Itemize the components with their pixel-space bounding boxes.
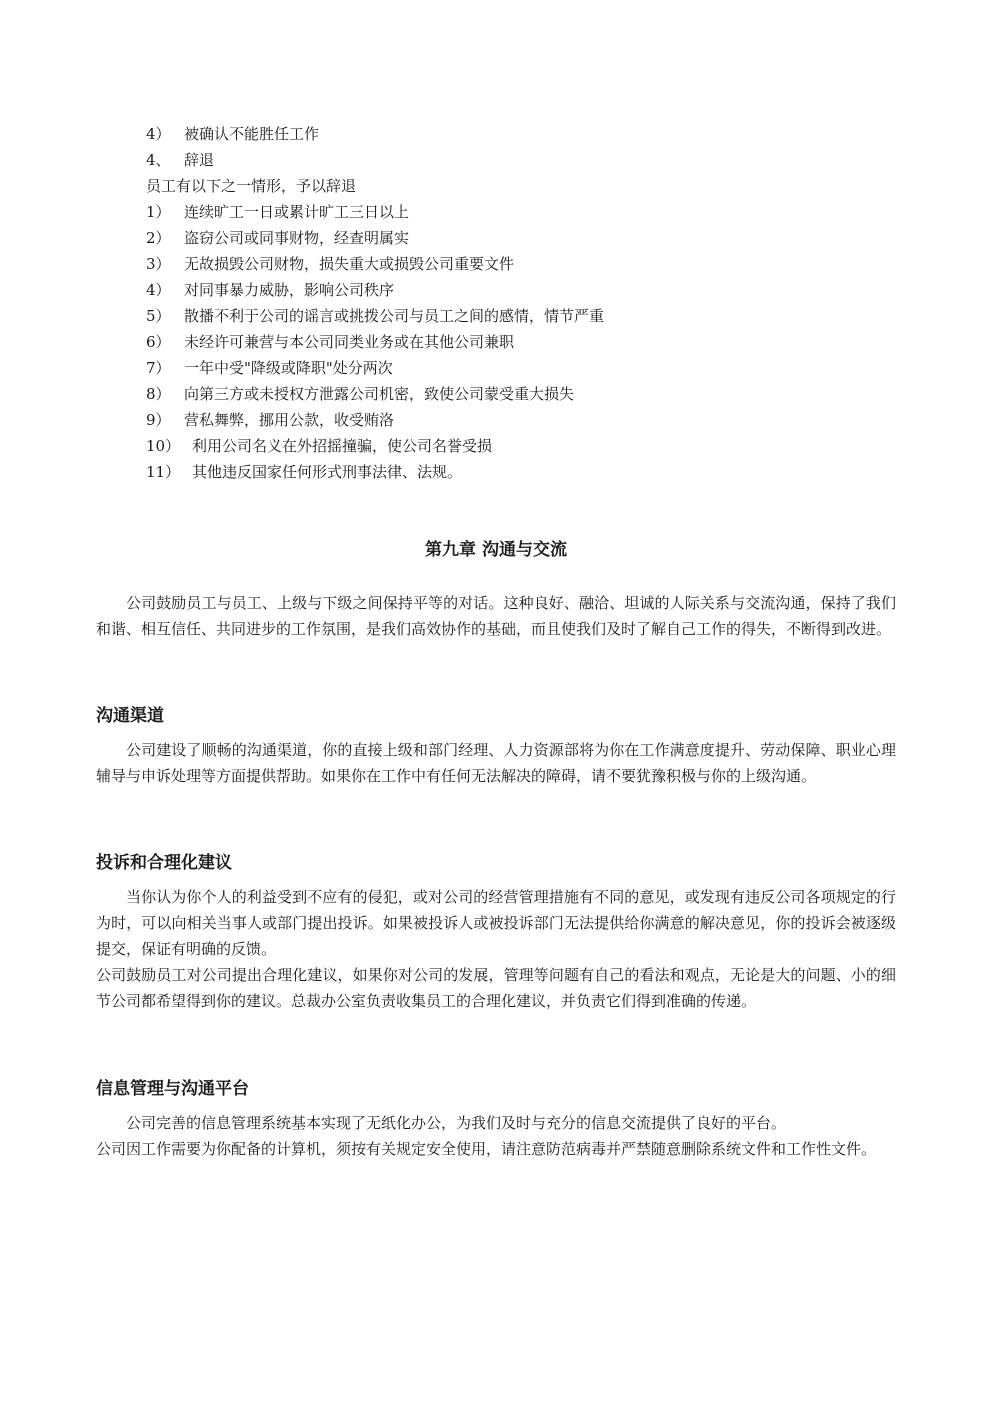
dismissal-intro: 员工有以下之一情形，予以辞退: [146, 177, 357, 195]
list-item: [146, 125, 319, 143]
list-number: 1）: [146, 203, 171, 221]
list-text: 连续旷工一日或累计旷工三日以上: [184, 203, 410, 221]
list-number: 4、: [146, 151, 171, 169]
list-text: 利用公司名义在外招摇撞骗，使公司名誉受损: [192, 437, 493, 455]
list-number: 8）: [146, 385, 171, 403]
list-item: [146, 203, 409, 221]
list-text: 营私舞弊，挪用公款，收受贿洛: [184, 411, 395, 429]
list-item: [146, 463, 462, 481]
list-item: [146, 385, 574, 403]
list-number: 7）: [146, 359, 171, 377]
chapter-title: 第九章 沟通与交流: [425, 540, 567, 560]
list-item: [146, 307, 604, 325]
paragraph: 当你认为你个人的利益受到不应有的侵犯，或对公司的经营管理措施有不同的意见，或发现有违反公司各项规定的行为时，可以向相关当事人或部门提出投诉。如果被投诉人或被投诉部门无法提供给你满意的解决意见，你的投诉会被逐级提交，保证有明确的反馈。: [96, 888, 896, 958]
list-text: 未经许可兼营与本公司同类业务或在其他公司兼职: [184, 333, 515, 351]
list-item: [146, 333, 514, 351]
paragraph: 公司完善的信息管理系统基本实现了无纸化办公，为我们及时与充分的信息交流提供了良好的平台。: [126, 1114, 787, 1132]
list-text: 散播不利于公司的谣言或挑拨公司与员工之间的感情，情节严重: [184, 307, 605, 325]
paragraph: 公司建设了顺畅的沟通渠道，你的直接上级和部门经理、人力资源部将为你在工作满意度提升、劳动保障、职业心理辅导与申诉处理等方面提供帮助。如果你在工作中有任何无法解决的障碍，请不要犹豫积极与你的上级沟通。: [96, 741, 896, 785]
list-text: 盗窃公司或同事财物，经查明属实: [184, 229, 410, 247]
list-text: 被确认不能胜任工作: [184, 125, 320, 143]
list-text: 对同事暴力威胁，影响公司秩序: [184, 281, 395, 299]
section-heading-information: 信息管理与沟通平台: [96, 1079, 249, 1099]
section-heading-channels: 沟通渠道: [96, 706, 164, 726]
list-text: 辞退: [184, 151, 215, 169]
list-item: [146, 229, 409, 247]
list-number: 9）: [146, 411, 171, 429]
list-number: 5）: [146, 307, 171, 325]
list-number: 3）: [146, 255, 171, 273]
list-item: [146, 437, 492, 455]
list-text: 其他违反国家任何形式刑事法律、法规。: [192, 463, 463, 481]
list-number: 6）: [146, 333, 171, 351]
paragraph: 公司因工作需要为你配备的计算机，须按有关规定安全使用，请注意防范病毒并严禁随意删除系统文件和工作性文件。: [96, 1140, 877, 1158]
section-heading-complaints: 投诉和合理化建议: [96, 853, 232, 873]
list-item: [146, 255, 514, 273]
list-number: 11）: [146, 463, 181, 481]
list-text: 向第三方或未授权方泄露公司机密，致使公司蒙受重大损失: [184, 385, 575, 403]
list-number: 10）: [146, 437, 181, 455]
chapter-intro: 公司鼓励员工与员工、上级与下级之间保持平等的对话。这种良好、融洽、坦诚的人际关系与交流沟通，保持了我们和谐、相互信任、共同进步的工作氛围，是我们高效协作的基础，而且使我们及时了解自己工作的得失，不断得到改进。: [96, 594, 896, 638]
list-number: 4）: [146, 125, 171, 143]
list-item: [146, 359, 393, 377]
list-item: [146, 151, 214, 169]
list-item: [146, 411, 394, 429]
list-number: 2）: [146, 229, 171, 247]
list-item: [146, 281, 394, 299]
list-number: 4）: [146, 281, 171, 299]
paragraph: 公司鼓励员工对公司提出合理化建议，如果你对公司的发展，管理等问题有自己的看法和观点，无论是大的问题、小的细节公司都希望得到你的建议。总裁办公室负责收集员工的合理化建议，并负责它们得到准确的传递。: [96, 966, 896, 1010]
list-text: 无故损毁公司财物，损失重大或损毁公司重要文件: [184, 255, 515, 273]
list-text: 一年中受"降级或降职"处分两次: [184, 359, 393, 377]
